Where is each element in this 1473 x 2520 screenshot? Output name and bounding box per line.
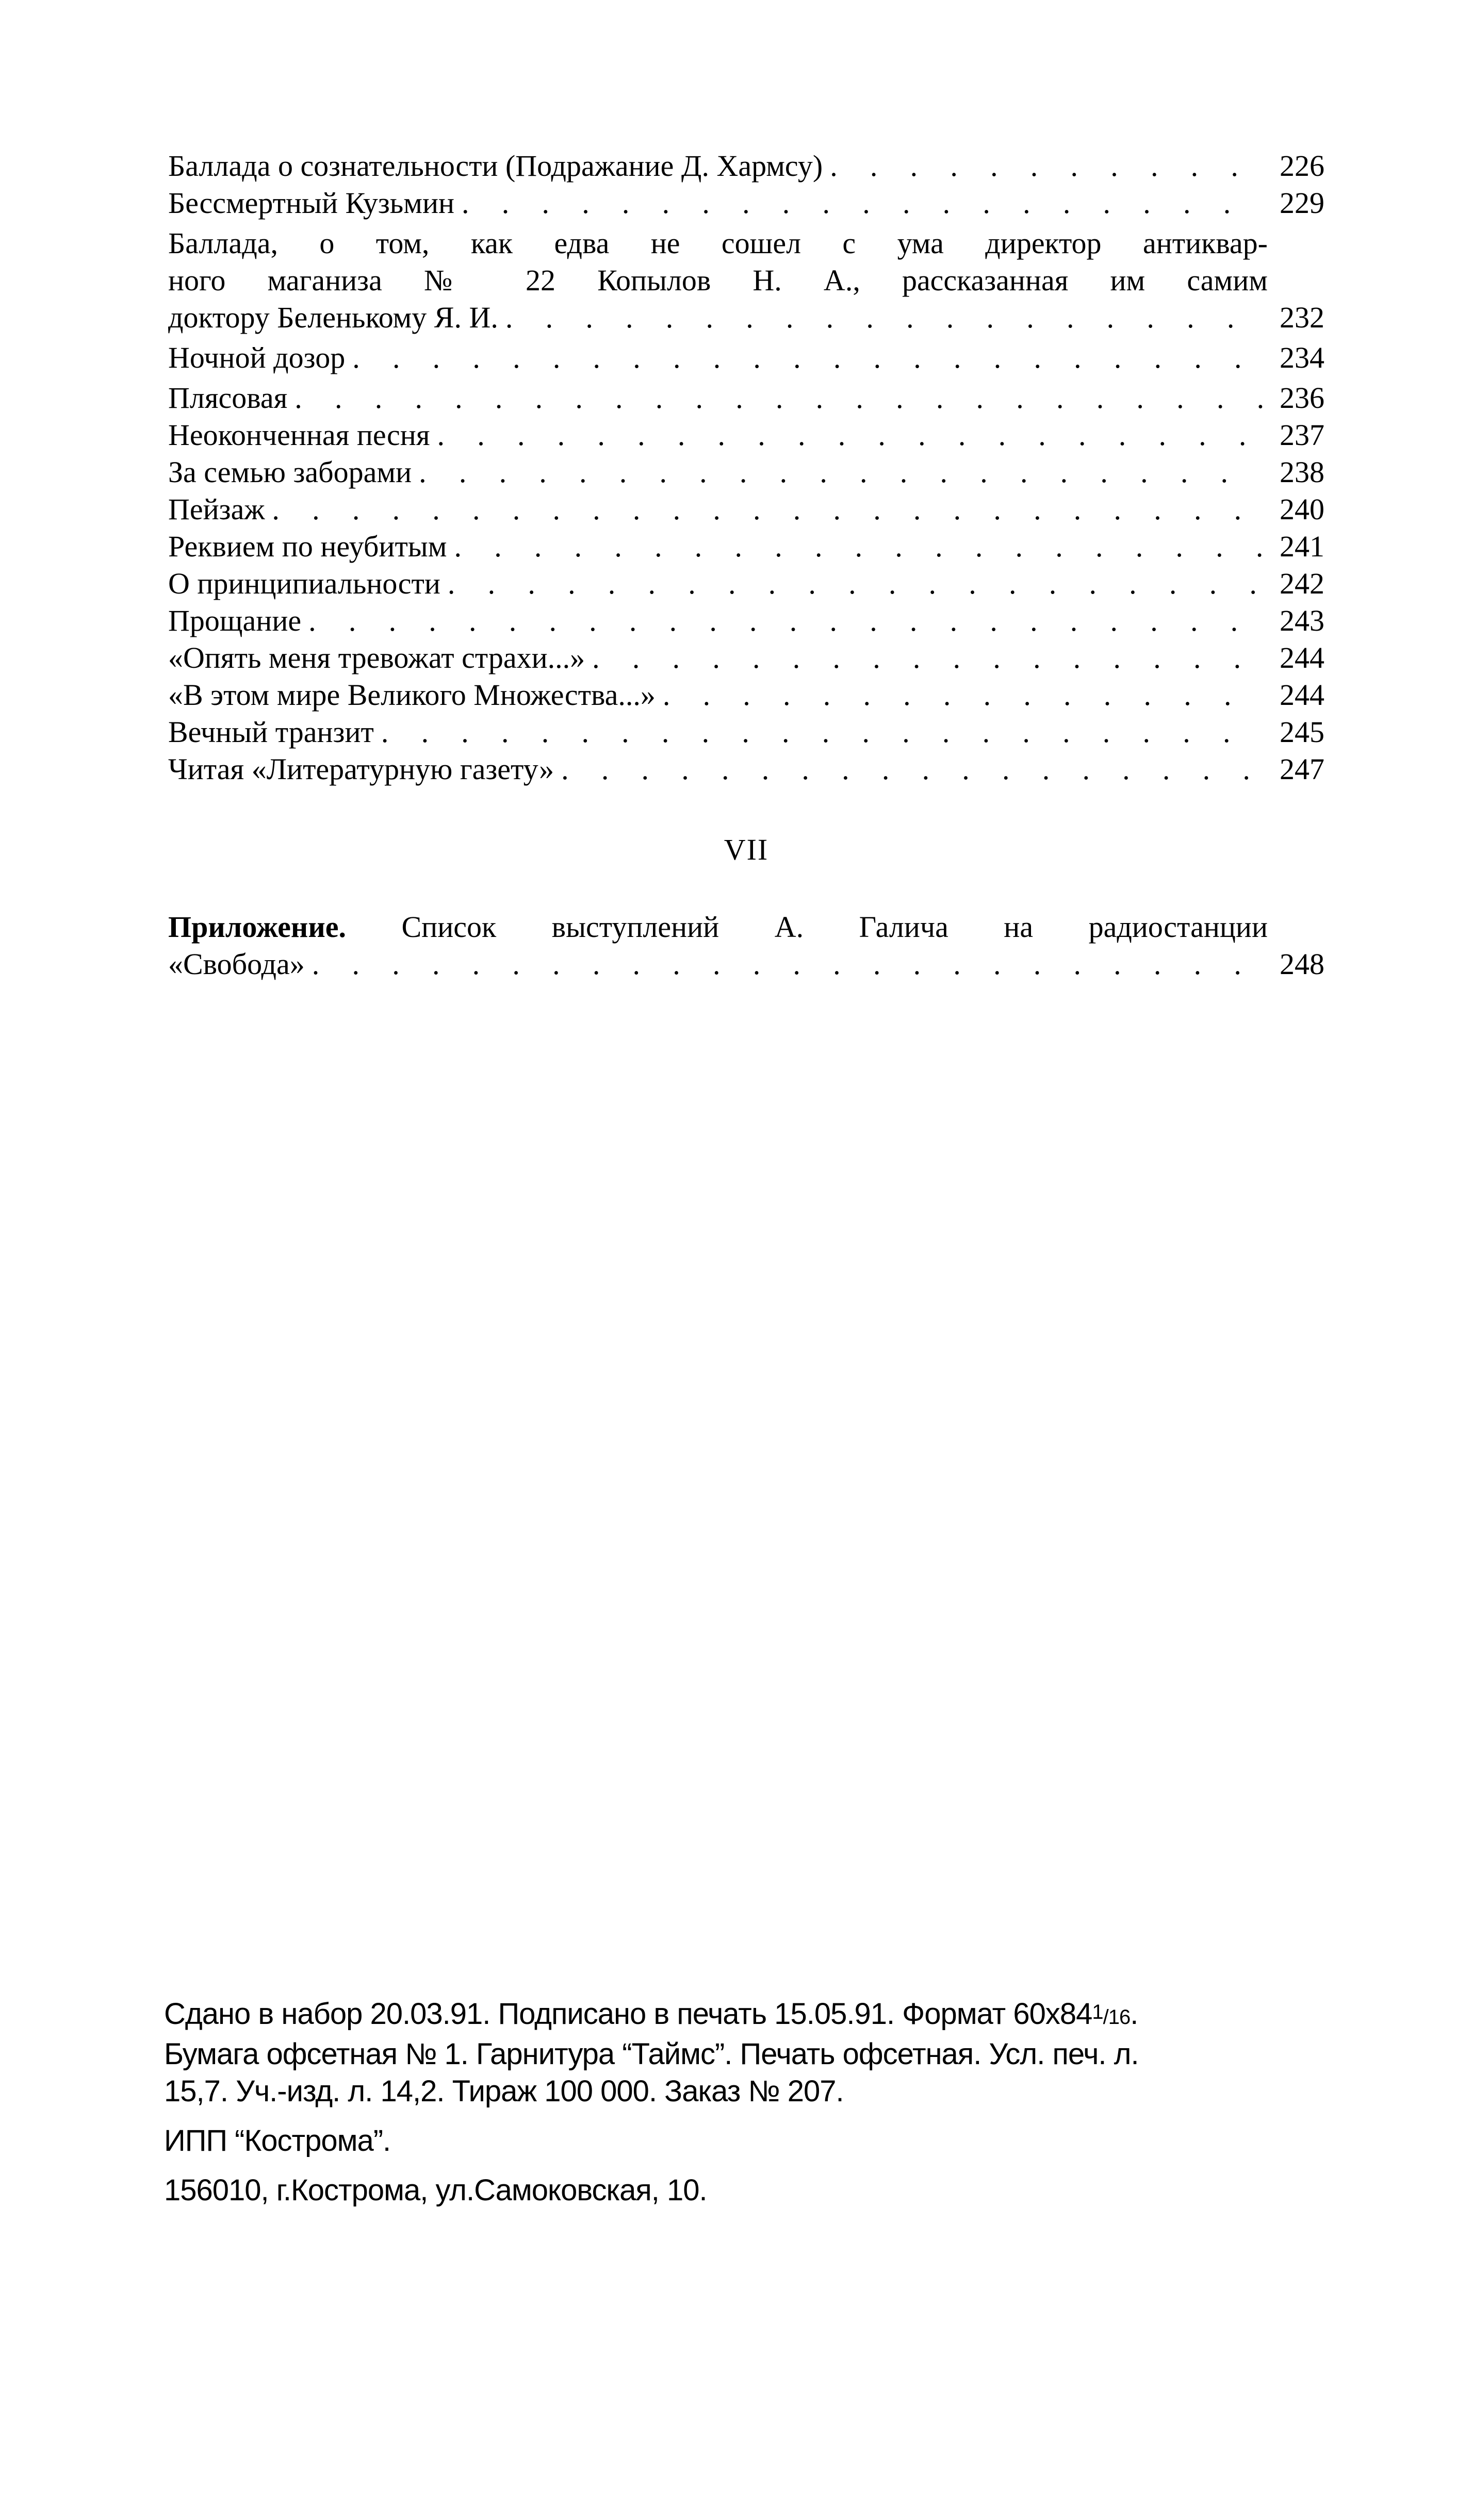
toc-entry-title: Прощание xyxy=(168,604,302,637)
toc-entry-title: Вечный транзит xyxy=(168,715,374,749)
print-details-line xyxy=(164,1996,1340,2036)
toc-entry-title: Неоконченная песня xyxy=(168,418,430,452)
dot-leader xyxy=(305,946,1263,983)
print-details xyxy=(164,1996,1340,2110)
toc-entry-page: 242 xyxy=(1280,567,1324,600)
toc-entry-title: Плясовая xyxy=(168,381,288,415)
toc-entry-page: 226 xyxy=(1280,149,1324,183)
toc-entry-page: 243 xyxy=(1280,604,1324,637)
toc-entry xyxy=(168,491,1324,528)
toc-entry xyxy=(168,751,1324,788)
colophon xyxy=(164,1996,1340,2221)
toc-entry-title-line: ного маганиза № 22 Копылов Н. А., рассказанная им самим xyxy=(168,263,1268,297)
toc-entry-page: 238 xyxy=(1280,455,1324,489)
dot-leader xyxy=(265,491,1263,528)
dot-leader xyxy=(656,677,1263,714)
appendix-title-line: «Свобода» xyxy=(168,947,305,981)
toc-entry xyxy=(168,565,1324,602)
dot-leader xyxy=(287,380,1263,417)
toc-entry-title: Баллада о сознательности (Подражание Д. Хармсу) xyxy=(168,149,823,183)
toc-entry-title: «Опять меня тревожат страхи...» xyxy=(168,641,585,674)
toc-entry xyxy=(168,602,1324,639)
toc-entry-title: Ночной дозор xyxy=(168,341,346,374)
appendix-title: Список выступлений А. Галича на радиостанции xyxy=(401,910,1268,944)
toc-entry-multiline xyxy=(168,225,1324,336)
toc-entry-title: Реквием по неубитым xyxy=(168,530,447,563)
section-heading: VII xyxy=(724,833,769,866)
toc-entry-title: Читая «Литературную газету» xyxy=(168,752,554,786)
dot-leader xyxy=(454,185,1263,222)
appendix-line xyxy=(168,909,1324,946)
print-details-text: Сдано в набор 20.03.91. Подписано в печать 15.05.91. Формат 60x84 xyxy=(164,1997,1092,2031)
print-details-line: 15,7. Уч.-изд. л. 14,2. Тираж 100 000. Заказ № 207. xyxy=(164,2074,844,2108)
toc-entry xyxy=(168,454,1324,491)
dot-leader xyxy=(345,339,1263,376)
dot-leader xyxy=(823,147,1263,185)
toc-entry xyxy=(168,677,1324,714)
toc-entry-title: Пейзаж xyxy=(168,492,265,526)
toc-entry xyxy=(168,639,1324,677)
print-details-text: . xyxy=(1130,1997,1138,2031)
toc-entry-title: За семью заборами xyxy=(168,455,412,489)
toc-entry xyxy=(168,380,1324,417)
toc-entry-page: 241 xyxy=(1280,530,1324,563)
format-fraction: $^1$/16 xyxy=(1092,2001,1131,2029)
toc-entry-page: 244 xyxy=(1280,641,1324,674)
toc-entry xyxy=(168,185,1324,222)
toc-entry-page: 236 xyxy=(1280,381,1324,415)
toc-entry-page: 240 xyxy=(1280,492,1324,526)
toc-entry xyxy=(168,147,1324,185)
dot-leader xyxy=(440,565,1263,602)
publisher-address: 156010, г.Кострома, ул.Самоковская, 10. xyxy=(164,2173,707,2207)
dot-leader xyxy=(374,714,1263,751)
fraction-denominator: 16 xyxy=(1108,2006,1131,2029)
toc-entry-page: 229 xyxy=(1280,186,1324,220)
toc-entry-page: 247 xyxy=(1280,752,1324,786)
dot-leader xyxy=(430,417,1263,454)
dot-leader xyxy=(585,639,1263,677)
toc-entry-page: 244 xyxy=(1280,678,1324,712)
dot-leader xyxy=(447,528,1263,565)
toc-entry xyxy=(168,714,1324,751)
toc-entry-title: «В этом мире Великого Множества...» xyxy=(168,678,656,712)
dot-leader xyxy=(498,299,1263,336)
publisher-name: ИПП “Кострома”. xyxy=(164,2124,391,2157)
toc-entry-title-line: доктору Беленькому Я. И. xyxy=(168,301,498,334)
toc-entry-appendix xyxy=(168,909,1324,983)
toc-entry xyxy=(168,528,1324,565)
dot-leader xyxy=(301,602,1263,639)
toc-entry xyxy=(168,339,1324,376)
toc-entry-page: 245 xyxy=(1280,715,1324,749)
toc-entry-page: 237 xyxy=(1280,418,1324,452)
toc-entry-title: О принципиальности xyxy=(168,567,440,600)
toc-entry-page: 248 xyxy=(1280,947,1324,981)
toc-entry-title-line: Баллада, о том, как едва не сошел с ума директор антиквар- xyxy=(168,226,1268,260)
toc-entry xyxy=(168,417,1324,454)
toc-entry-page: 234 xyxy=(1280,341,1324,374)
table-of-contents xyxy=(168,147,1324,983)
dot-leader xyxy=(412,454,1263,491)
toc-entry-title: Бессмертный Кузьмин xyxy=(168,186,455,220)
dot-leader xyxy=(554,751,1263,788)
toc-entry-page: 232 xyxy=(1280,301,1324,334)
fraction-numerator: 1 xyxy=(1092,2001,1103,2023)
appendix-label: Приложение. xyxy=(168,910,346,944)
print-details-line: Бумага офсетная № 1. Гарнитура “Таймс”. Печать офсетная. Усл. печ. л. xyxy=(164,2037,1139,2071)
